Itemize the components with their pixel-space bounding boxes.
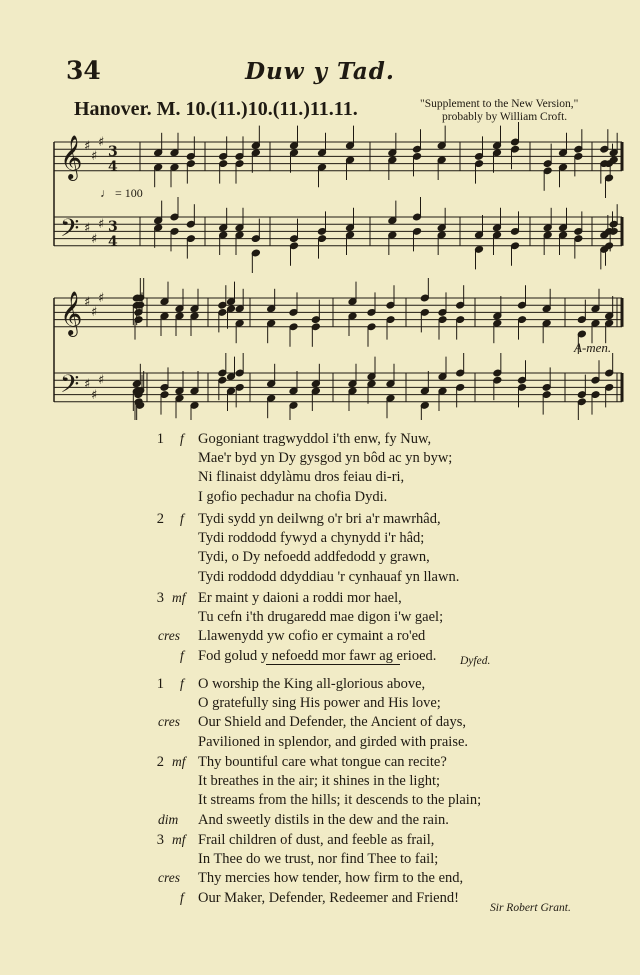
dynamic-mark: f — [180, 431, 184, 446]
verse-line: Thy mercies how tender, how firm to the end, — [198, 870, 464, 887]
sharp-icon: ♯ — [91, 388, 98, 403]
section-divider — [266, 664, 400, 665]
verse-line: Thy bountiful care what tongue can recite? — [198, 754, 447, 770]
verse-line: Mae'r byd yn Dy gysgod yn bôd ac yn byw; — [198, 450, 453, 467]
verse-line: Er maint y daioni a roddi mor hael, — [198, 590, 402, 606]
score-staves — [54, 122, 622, 420]
bass-clef-icon: 𝄢 — [60, 214, 80, 249]
page-number: 34 — [66, 56, 101, 85]
verse-line: Frail children of dust, and feeble as frail, — [198, 832, 435, 848]
music-score — [0, 0, 640, 420]
sharp-icon: ♯ — [98, 291, 105, 306]
verse-line: I gofio pechadur na chofia Dydi. — [198, 488, 388, 505]
verse-line: Tydi sydd yn deilwng o'r bri a'r mawrhâd, — [198, 511, 441, 527]
sharp-icon: ♯ — [91, 232, 98, 247]
verse-number: 3 — [156, 832, 164, 848]
verse-line: Tydi roddodd fywyd a chynydd i'r hâd; — [198, 530, 425, 547]
verse-line: Tydi roddodd ddyddiau 'r cynhauaf yn llawn. — [198, 568, 460, 585]
sharp-icon: ♯ — [98, 373, 105, 388]
dynamic-mark: mf — [172, 754, 186, 769]
attribution-line-1: "Supplement to the New Version," — [420, 98, 579, 110]
verse-line: Our Maker, Defender, Redeemer and Friend! — [198, 889, 459, 906]
dynamic-mark: cres — [158, 628, 180, 644]
dynamic-mark: f — [180, 889, 184, 905]
treble-clef-icon: 𝄞 — [60, 291, 83, 335]
verse-line: In Thee do we trust, nor find Thee to fail; — [198, 851, 439, 868]
time-signature: 3 — [108, 144, 118, 160]
dynamic-mark: cres — [158, 870, 180, 886]
sharp-icon: ♯ — [98, 217, 105, 232]
dynamic-mark: mf — [172, 590, 186, 605]
verse-number: 3 — [156, 590, 164, 606]
sharp-icon: ♯ — [84, 295, 91, 310]
dynamic-mark: cres — [158, 714, 180, 730]
tune-name: Hanover. M. 10.(11.)10.(11.)11.11. — [74, 98, 358, 120]
sharp-icon: ♯ — [98, 135, 105, 150]
attribution-line-2: probably by William Croft. — [442, 111, 568, 123]
hymn-author: Sir Robert Grant. — [490, 902, 571, 914]
verse-line: It streams from the hills; it descends to the plain; — [198, 792, 482, 809]
sharp-icon: ♯ — [84, 139, 91, 154]
verse-line: And sweetly distils in the dew and the rain. — [198, 811, 449, 828]
verse-line: It breathes in the air; it shines in the light; — [198, 773, 441, 790]
amen-lyric: A-men. — [574, 340, 612, 355]
tempo-marking: ♩ = 100 — [100, 186, 143, 200]
verse-line: O gratefully sing His power and His love; — [198, 695, 441, 712]
hymn-author: Dyfed. — [460, 655, 491, 667]
verse-line: Tu cefn i'th drugaredd mae digon i'w gael; — [198, 609, 444, 626]
treble-clef-icon: 𝄞 — [60, 135, 83, 179]
verse-line: Llawenydd yw cofio er cymaint a ro'ed — [198, 628, 426, 645]
time-signature: 4 — [108, 159, 118, 175]
dynamic-mark: f — [180, 511, 184, 526]
verse-line: Tydi, o Dy nefoedd addfedodd y grawn, — [198, 549, 430, 566]
verse-line: Gogoniant tragwyddol i'th enw, fy Nuw, — [198, 431, 432, 447]
dynamic-mark: mf — [172, 832, 186, 847]
verse-line: O worship the King all-glorious above, — [198, 676, 426, 692]
verse-line: Pavilioned in splendor, and girded with praise. — [198, 733, 469, 750]
dynamic-mark: f — [180, 647, 184, 663]
sharp-icon: ♯ — [84, 377, 91, 392]
bass-clef-icon: 𝄢 — [60, 370, 80, 405]
dynamic-mark: dim — [158, 811, 179, 827]
time-signature: 3 — [108, 219, 118, 235]
running-head: Duw y Tad. — [245, 58, 395, 85]
dynamic-mark: f — [180, 676, 184, 691]
verse-number: 2 — [156, 511, 164, 527]
sharp-icon: ♯ — [84, 221, 91, 236]
sharp-icon: ♯ — [91, 149, 98, 164]
sharp-icon: ♯ — [91, 305, 98, 320]
verse-number: 2 — [156, 754, 164, 770]
verse-line: Our Shield and Defender, the Ancient of days, — [198, 714, 466, 731]
verse-line: Ni flinaist ddylàmu dros feiau di-ri, — [198, 469, 405, 486]
verse-number: 1 — [156, 431, 164, 447]
verse-number: 1 — [156, 676, 164, 692]
time-signature: 4 — [108, 234, 118, 250]
verse-line: Fod golud y nefoedd mor fawr ag erioed. — [198, 647, 437, 664]
